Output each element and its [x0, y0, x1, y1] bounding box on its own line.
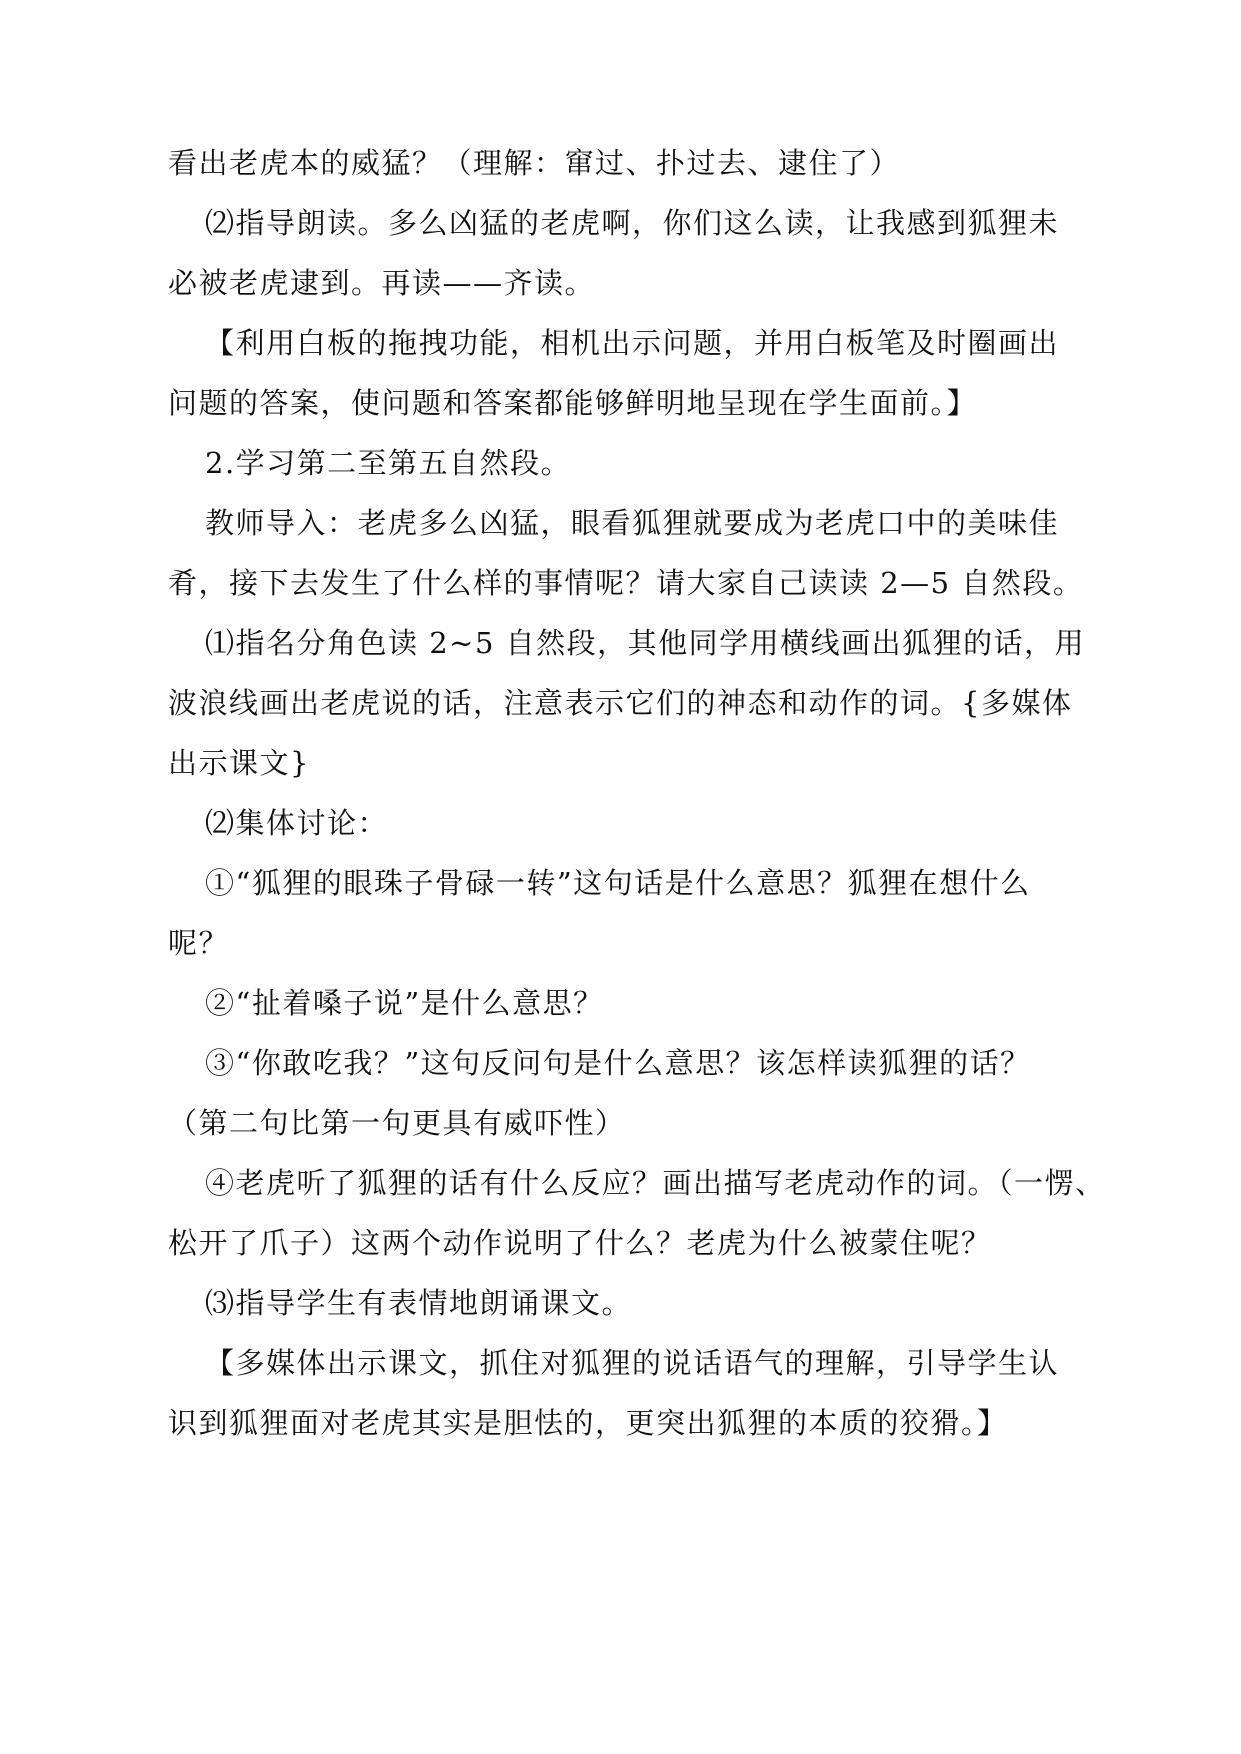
text-line-6: 2.学习第二至第五自然段。 [205, 446, 572, 480]
text-line-18: ④老虎听了狐狸的话有什么反应？画出描写老虎动作的词。（一愣、 [205, 1166, 1106, 1200]
text-line-21: 【多媒体出示课文，抓住对狐狸的说话语气的理解，引导学生认 [205, 1346, 1060, 1380]
text-line-8: 肴，接下去发生了什么样的事情呢？请大家自己读读 2—5 自然段。 [168, 566, 1084, 600]
text-line-16: ③“你敢吃我？”这句反问句是什么意思？该怎样读狐狸的话？ [205, 1046, 1031, 1080]
text-line-19: 松开了爪子）这两个动作说明了什么？老虎为什么被蒙住呢？ [168, 1226, 992, 1260]
text-line-3: 必被老虎逮到。再读——齐读。 [168, 266, 596, 300]
text-line-4: 【利用白板的拖拽功能，相机出示问题，并用白板笔及时圈画出 [205, 326, 1060, 360]
text-line-7: 教师导入：老虎多么凶猛，眼看狐狸就要成为老虎口中的美味佳 [205, 506, 1060, 540]
text-line-11: 出示课文} [168, 746, 310, 780]
text-line-22: 识到狐狸面对老虎其实是胆怯的，更突出狐狸的本质的狡猾。】 [168, 1406, 1008, 1440]
text-line-15: ②“扯着嗓子说”是什么意思？ [205, 986, 604, 1020]
text-line-5: 问题的答案，使问题和答案都能够鲜明地呈现在学生面前。】 [168, 386, 978, 420]
text-line-13: ①“狐狸的眼珠子骨碌一转”这句话是什么意思？狐狸在想什么 [205, 866, 1031, 900]
text-line-17: （第二句比第一句更具有威吓性） [168, 1106, 626, 1140]
text-line-14: 呢？ [168, 926, 230, 960]
text-line-2: ⑵指导朗读。多么凶猛的老虎啊，你们这么读，让我感到狐狸未 [205, 206, 1060, 240]
text-line-12: ⑵集体讨论： [205, 806, 389, 840]
text-line-1: 看出老虎本的威猛？（理解：窜过、扑过去、逮住了） [168, 146, 901, 180]
text-line-20: ⑶指导学生有表情地朗诵课文。 [205, 1286, 633, 1320]
text-line-10: 波浪线画出老虎说的话，注意表示它们的神态和动作的词。{多媒体 [168, 686, 1073, 720]
text-line-9: ⑴指名分角色读 2~5 自然段，其他同学用横线画出狐狸的话，用 [205, 626, 1086, 660]
